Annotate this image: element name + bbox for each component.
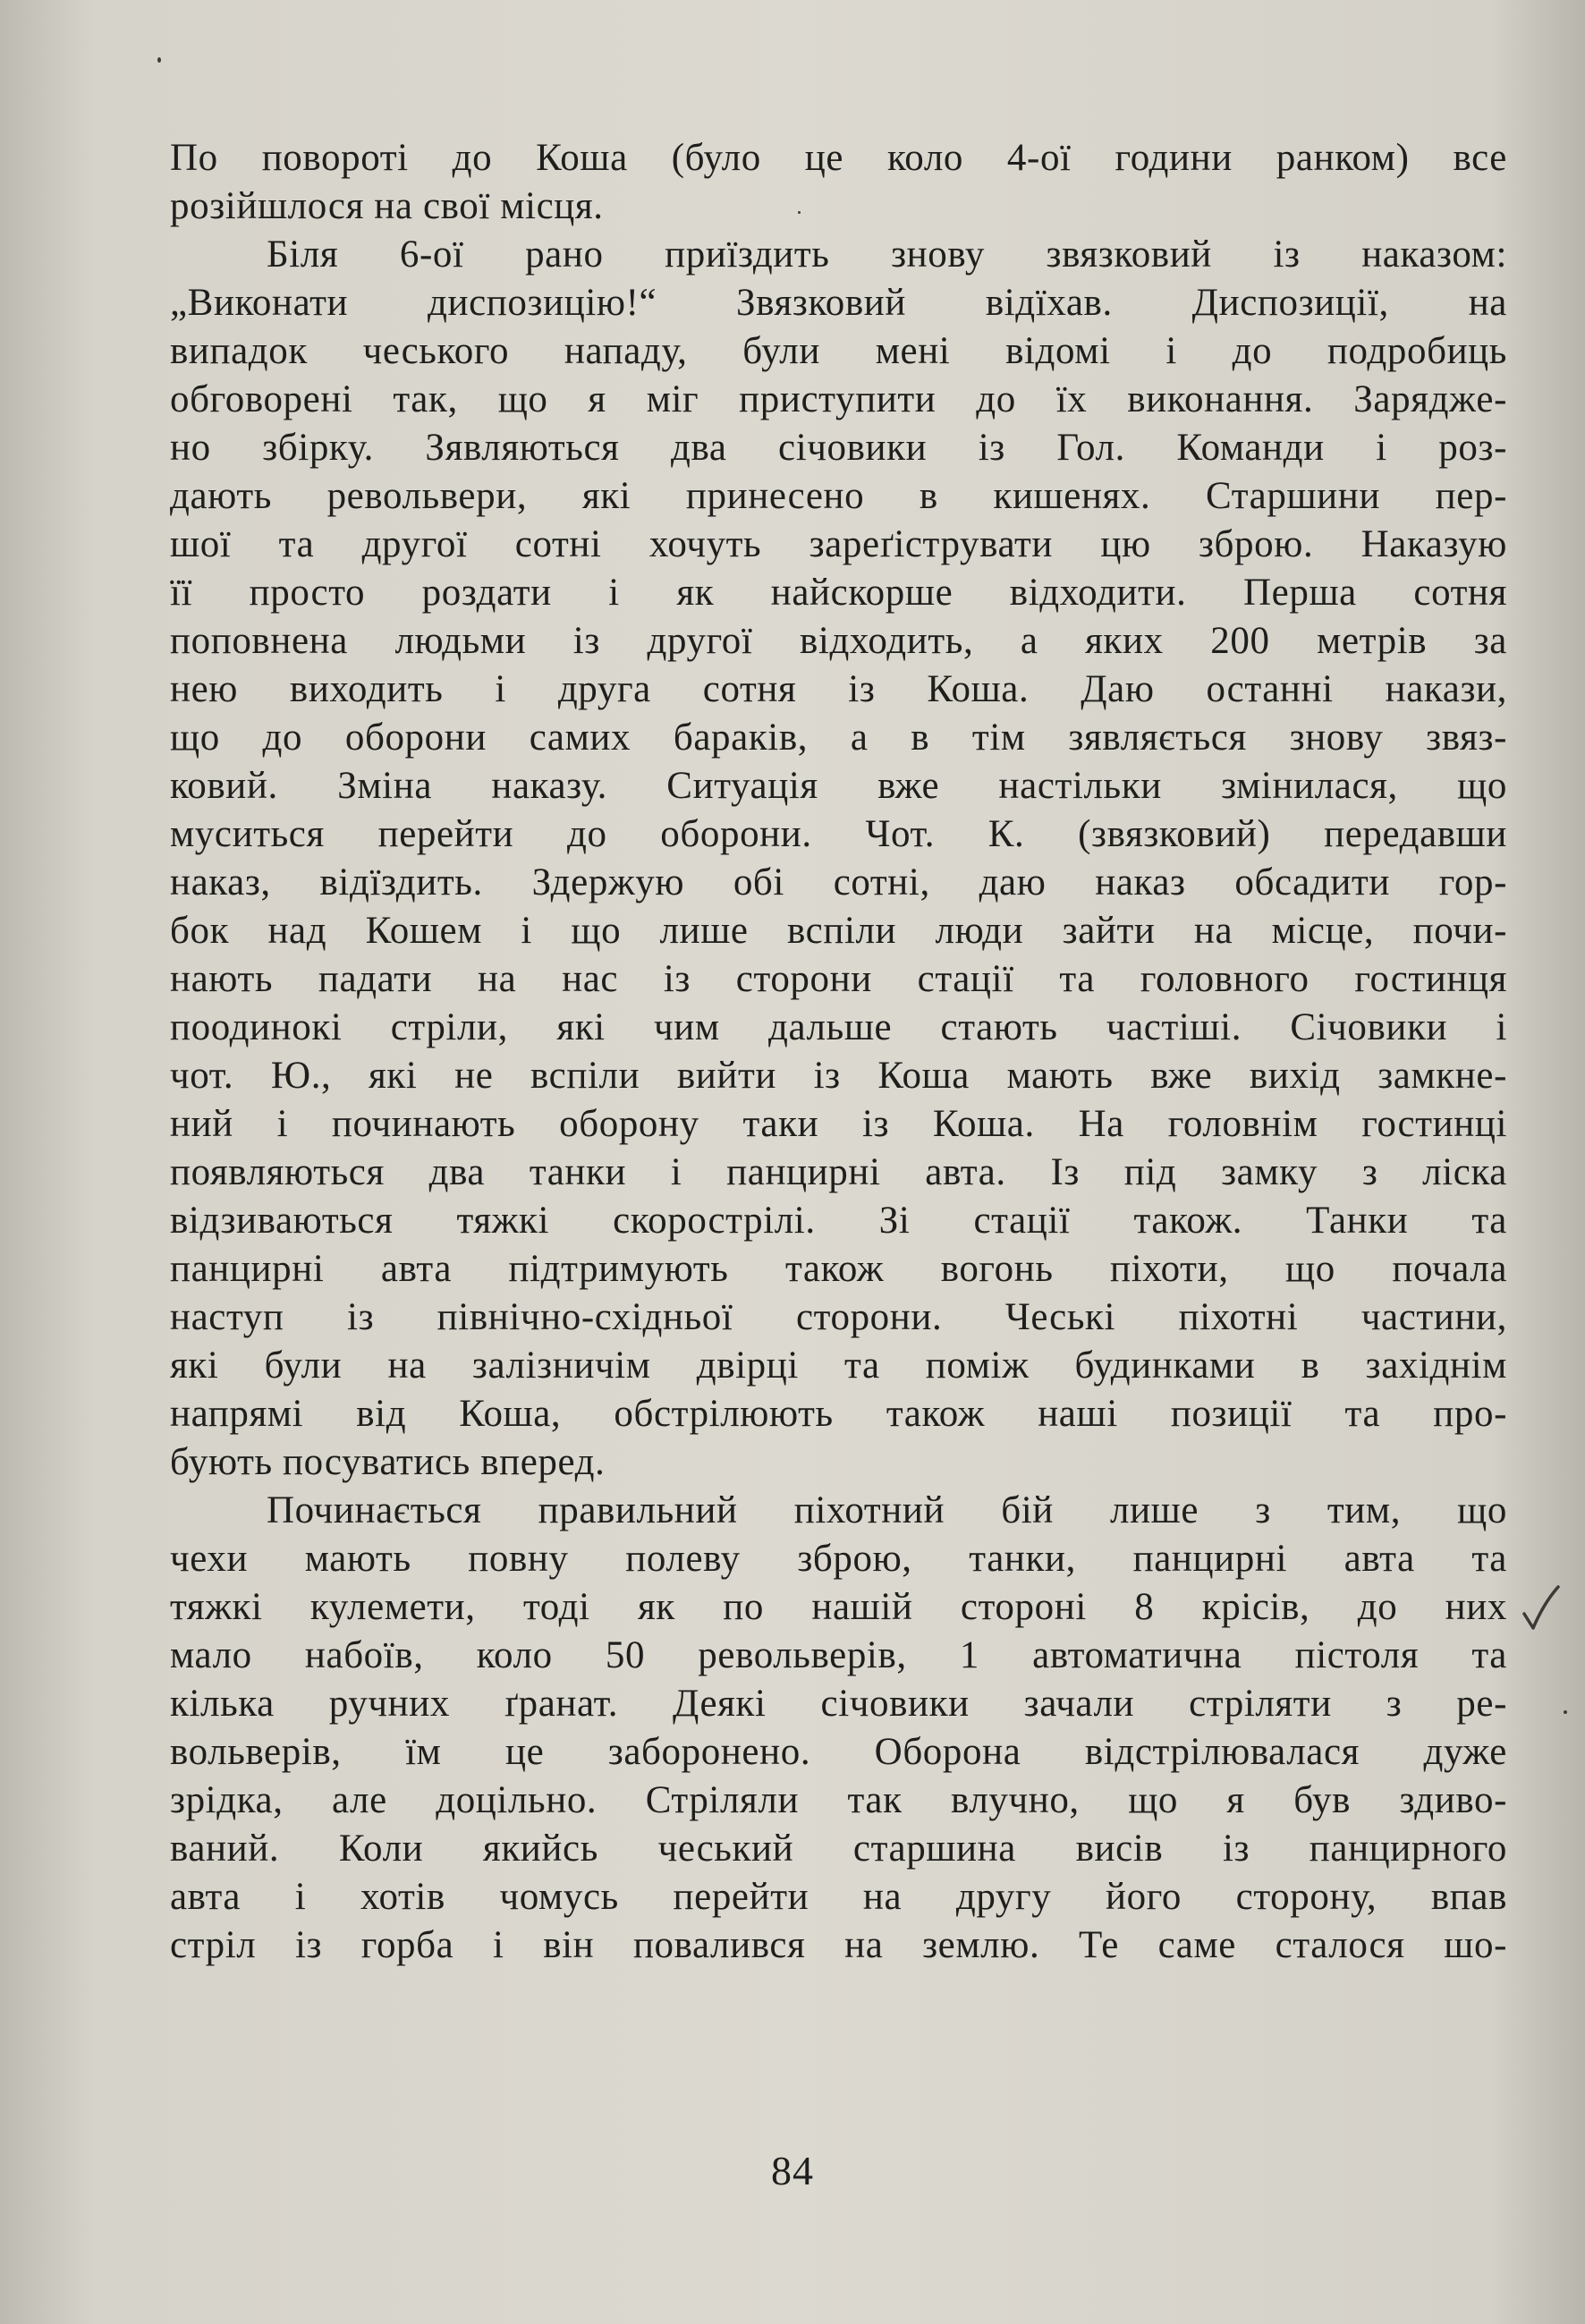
text-line: дають револьвери, які принесено в кишенях. Старшини пер-: [170, 475, 1507, 517]
paper-speck: [157, 57, 161, 63]
text-line: наказ, відїздить. Здержую обі сотні, даю наказ обсадити гор-: [170, 861, 1507, 903]
text-line: наступ із північно-східньої сторони. Чеські піхотні частини,: [170, 1296, 1507, 1338]
text-line: ний і починають оборону таки із Коша. На головнім гостинці: [170, 1103, 1507, 1145]
text-line: нають падати на нас із сторони стації та головного гостинця: [170, 958, 1507, 1000]
paragraph-1: [170, 134, 1507, 231]
text-line: стріл із горба і він повалився на землю. Те саме сталося шо-: [170, 1924, 1507, 1966]
text-line: Починається правильний піхотний бій лише з тим, що: [267, 1489, 1507, 1531]
text-line: поодинокі стріли, які чим дальше стають частіші. Січовики і: [170, 1006, 1507, 1048]
text-line: чот. Ю., які не вспіли вийти із Коша мають вже вихід замкне-: [170, 1055, 1507, 1097]
text-line: но збірку. Зявляються два січовики із Гол. Команди і роз-: [170, 427, 1507, 469]
paragraph-3: [170, 1487, 1507, 1970]
text-line: випадок чеського нападу, були мені відомі і до подробиць: [170, 330, 1507, 372]
handwritten-check-mark-icon: [1521, 1583, 1562, 1633]
text-line: По повороті до Коша (було це коло 4-ої години ранком) все: [170, 137, 1507, 179]
text-line: ковий. Зміна наказу. Ситуація вже настільки змінилася, що: [170, 765, 1507, 807]
body-text: [170, 134, 1507, 1970]
text-line: кілька ручних ґранат. Деякі січовики зачали стріляти з ре-: [170, 1683, 1507, 1725]
text-line: ваний. Коли якийсь чеський старшина висів із панцирного: [170, 1828, 1507, 1870]
text-line: „Виконати диспозицію!“ Звязковий відїхав. Диспозиції, на: [170, 282, 1507, 324]
text-line: що до оборони самих бараків, а в тім зявляється знову звяз-: [170, 717, 1507, 759]
text-line: розійшлося на свої місця.: [170, 185, 604, 227]
paper-speck: [1564, 1710, 1567, 1714]
text-line: чехи мають повну полеву зброю, танки, панцирні авта та: [170, 1538, 1507, 1580]
text-line: відзиваються тяжкі скорострілі. Зі стації також. Танки та: [170, 1200, 1507, 1242]
text-line: зрідка, але доцільно. Стріляли так влучно, що я був здиво-: [170, 1779, 1507, 1821]
text-line: її просто роздати і як найскорше відходити. Перша сотня: [170, 572, 1507, 614]
text-line: бок над Кошем і що лише вспіли люди зайти на місце, почи-: [170, 910, 1507, 952]
text-line: вольверів, їм це заборонено. Оборона відстрілювалася дуже: [170, 1731, 1507, 1773]
text-line: муситься перейти до оборони. Чот. К. (звязковий) передавши: [170, 813, 1507, 855]
text-line: панцирні авта підтримують також вогонь піхоти, що почала: [170, 1248, 1507, 1290]
text-line: нею виходить і друга сотня із Коша. Даю останні накази,: [170, 668, 1507, 710]
page-number: 84: [771, 2148, 814, 2193]
text-line: тяжкі кулемети, тоді як по нашій стороні 8 крісів, до них: [170, 1586, 1507, 1628]
text-line: поповнена людьми із другої відходить, а яких 200 метрів за: [170, 620, 1507, 662]
text-line: мало набоїв, коло 50 револьверів, 1 автоматична пістоля та: [170, 1634, 1507, 1676]
paragraph-2: [170, 231, 1507, 1487]
text-line: появляються два танки і панцирні авта. Із під замку з ліска: [170, 1151, 1507, 1193]
text-line: шої та другої сотні хочуть зареґіструвати цю зброю. Наказую: [170, 523, 1507, 565]
paper-speck: [798, 211, 801, 214]
text-line: авта і хотів чомусь перейти на другу його сторону, впав: [170, 1876, 1507, 1918]
text-line: які були на залізничім двірці та поміж будинками в західнім: [170, 1344, 1507, 1387]
text-line: бують посуватись вперед.: [170, 1441, 606, 1483]
text-line: обговорені так, що я міг приступити до їх виконання. Заряджe-: [170, 378, 1507, 420]
text-line: Біля 6-ої рано приїздить знову звязковий із наказом:: [267, 233, 1507, 276]
text-line: напрямі від Коша, обстрілюють також наші позиції та про-: [170, 1393, 1507, 1435]
